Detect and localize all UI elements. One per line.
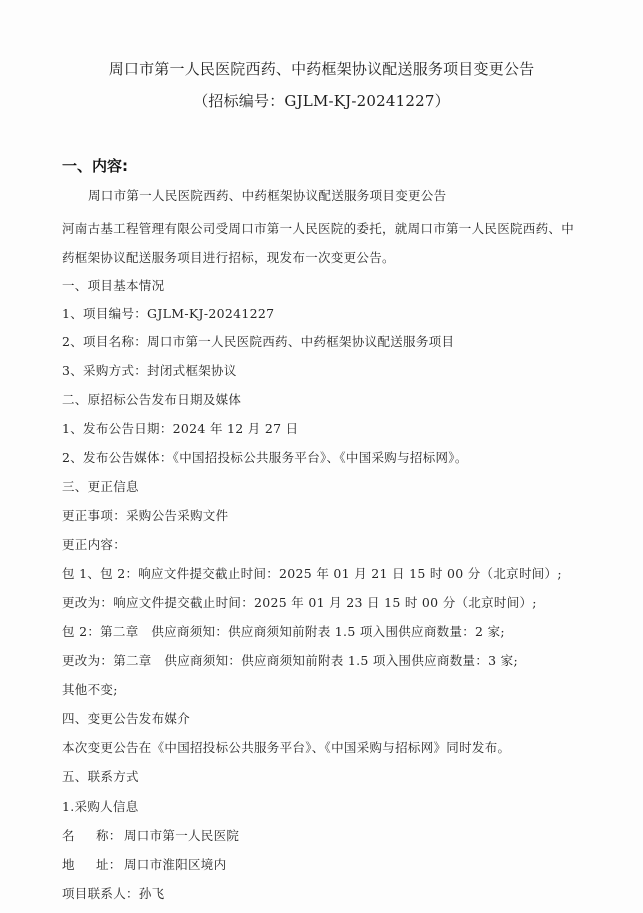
contact-address-value: 周口市淮阳区境内 (124, 857, 227, 872)
body-line: 药框架协议配送服务项目进行招标，现发布一次变更公告。 (62, 250, 395, 265)
contact-address-key-1: 地 (62, 857, 75, 872)
document-title: 周口市第一人民医院西药、中药框架协议配送服务项目变更公告 (108, 60, 535, 78)
body-line: 更正事项：采购公告采购文件 (62, 508, 229, 523)
body-line: 包 1、包 2：响应文件提交截止时间：2025 年 01 月 21 日 15 时 00 分（北京时间）; (62, 566, 562, 581)
body-line: 五、联系方式 (62, 769, 139, 784)
contact-person-value: 孙飞 (138, 886, 165, 901)
body-line: 包 2：第二章 供应商须知：供应商须知前附表 1.5 项入围供应商数量：2 家; (62, 624, 505, 639)
contact-name-row (62, 826, 239, 844)
body-line: 2、项目名称：周口市第一人民医院西药、中药框架协议配送服务项目 (62, 334, 455, 349)
body-line: 2、发布公告媒体：《中国招投标公共服务平台》、《中国采购与招标网》。 (62, 450, 468, 465)
body-line: 本次变更公告在《中国招投标公共服务平台》、《中国采购与招标网》同时发布。 (62, 740, 511, 755)
contact-person-row (62, 884, 164, 902)
contact-person-label: 项目联系人： (62, 886, 139, 901)
body-line: 更改为：响应文件提交截止时间：2025 年 01 月 23 日 15 时 00 分（北京时间）; (62, 595, 537, 610)
body-line: 河南古基工程管理有限公司受周口市第一人民医院的委托，就周口市第一人民医院西药、中 (62, 221, 575, 236)
body-line: 3、采购方式：封闭式框架协议 (62, 363, 237, 378)
body-line: 1、发布公告日期：2024 年 12 月 27 日 (62, 421, 299, 436)
section-heading: 一、内容: (62, 157, 128, 175)
contact-address-key-2: 址： (96, 857, 122, 872)
contact-name-key-1: 名 (62, 828, 75, 843)
body-line: 四、变更公告发布媒介 (62, 711, 191, 726)
contact-address-row (62, 855, 226, 873)
body-line: 更改为：第二章 供应商须知：供应商须知前附表 1.5 项入围供应商数量：3 家; (62, 653, 518, 668)
body-line: 三、更正信息 (62, 479, 139, 494)
body-line: 1.采购人信息 (62, 799, 139, 814)
body-line: 更正内容： (62, 537, 127, 552)
contact-name-value: 周口市第一人民医院 (124, 828, 240, 843)
body-line: 二、原招标公告发布日期及媒体 (62, 392, 242, 407)
body-line: 周口市第一人民医院西药、中药框架协议配送服务项目变更公告 (88, 188, 447, 203)
contact-name-key-2: 称： (96, 828, 122, 843)
document-subtitle: （招标编号：GJLM-KJ-20241227） (193, 92, 450, 110)
body-line: 其他不变; (62, 682, 118, 697)
body-line: 一、项目基本情况 (62, 278, 165, 293)
body-line: 1、项目编号：GJLM-KJ-20241227 (62, 306, 275, 321)
